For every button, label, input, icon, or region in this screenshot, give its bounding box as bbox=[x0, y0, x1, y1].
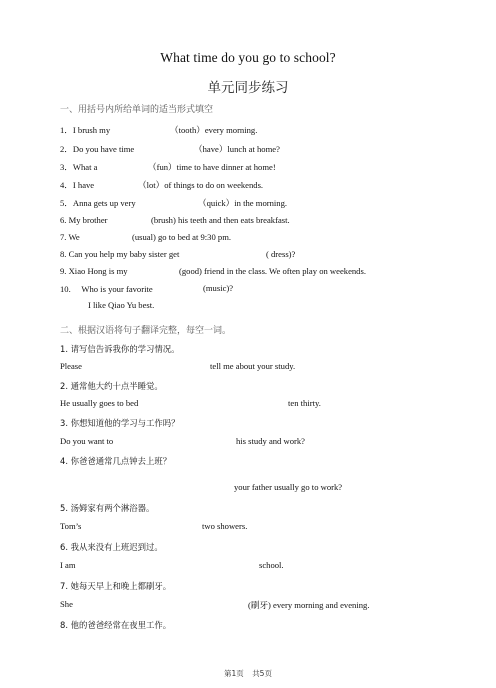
s2-item-3-english: Do you want to his study and work? bbox=[60, 436, 305, 446]
document-page: What time do you go to school? 单元同步练习 一、用括号内所给单词的适当形式填空 1．I brush my （tooth）every morning. 2．Do you have time （have）lunch at home? 3．What a （fun）time to have dinner at home! 4．I have （lot）of things to do on weekends. 5．Anna gets up very （quick）in the morning. 6. My brother (brush) his teeth and then eats breakfast. 7. We (usual) go to bed at 9:30 pm. 8. Can you help my baby sister get ( dress)? 9. Xiao Hong is my (good) friend in the class. We often play on weekends. 10. Who is your favorite (music)? I like Qiao Yu best. 二、根据汉语将句子翻译完整，每空一词。 1. 请写信告诉我你的学习情况。 Please tell me about your study. 2. 通常他大约十点半睡觉。 He usually goes to bed ten thirty. 3. 你想知道他的学习与工作吗？ Do you want to his study and work? 4. 你爸爸通常几点钟去上班？ your father usually go to work? 5. 汤姆家有两个淋浴器。 Tom’s two showers. 6. 我从来没有上班迟到过。 I am school. 7. 她每天早上和晚上都刷牙。 She (刷牙) every morning and evening. 8. 他的爸爸经常在夜里工作。 第1页 共5页 bbox=[0, 0, 496, 688]
s2-item-7-english: She (刷牙) every morning and evening. bbox=[60, 599, 370, 610]
s2-item-3-chinese: 3. 你想知道他的学习与工作吗？ bbox=[60, 418, 180, 428]
page-total: 共5页 bbox=[252, 669, 272, 678]
s2-item-1-chinese: 1. 请写信告诉我你的学习情况。 bbox=[60, 344, 180, 354]
s1-item-4: 4．I have （lot）of things to do on weekends. bbox=[60, 180, 264, 190]
s2-item-7-chinese: 7. 她每天早上和晚上都刷牙。 bbox=[60, 581, 172, 591]
s1-item-7: 7. We (usual) go to bed at 9:30 pm. bbox=[60, 232, 232, 242]
s1-item-3: 3．What a （fun）time to have dinner at home! bbox=[60, 162, 276, 172]
s1-item-5: 5．Anna gets up very （quick）in the morning. bbox=[60, 198, 288, 208]
s2-item-5-chinese: 5. 汤姆家有两个淋浴器。 bbox=[60, 503, 155, 513]
document-title: What time do you go to school? bbox=[160, 50, 336, 65]
s2-item-2-chinese: 2. 通常他大约十点半睡觉。 bbox=[60, 381, 163, 391]
s2-item-2-english: He usually goes to bed ten thirty. bbox=[60, 398, 321, 408]
s1-item-1: 1．I brush my （tooth）every morning. bbox=[60, 125, 258, 135]
document-subtitle: 单元同步练习 bbox=[207, 80, 289, 96]
page-number: 第1页 bbox=[224, 669, 244, 678]
s2-item-4-chinese: 4. 你爸爸通常几点钟去上班？ bbox=[60, 456, 172, 466]
page-footer bbox=[0, 668, 496, 679]
s2-item-5-english: Tom’s two showers. bbox=[60, 521, 248, 531]
s2-item-8-chinese: 8. 他的爸爸经常在夜里工作。 bbox=[60, 620, 172, 630]
s2-item-6-chinese: 6. 我从来没有上班迟到过。 bbox=[60, 542, 163, 552]
s1-item-10: 10. Who is your favorite (music)? bbox=[60, 283, 234, 294]
s1-item-8: 8. Can you help my baby sister get ( dress)? bbox=[60, 249, 296, 259]
s2-item-6-english: I am school. bbox=[60, 560, 284, 570]
s1-item-6: 6. My brother (brush) his teeth and then eats breakfast. bbox=[60, 215, 290, 225]
s1-item-9: 9. Xiao Hong is my (good) friend in the class. We often play on weekends. bbox=[60, 266, 366, 276]
s1-item-10-answer: I like Qiao Yu best. bbox=[88, 300, 155, 310]
s1-item-2: 2．Do you have time （have）lunch at home? bbox=[60, 144, 280, 154]
section-2-heading: 二、根据汉语将句子翻译完整，每空一词。 bbox=[60, 326, 232, 336]
s2-item-1-english: Please tell me about your study. bbox=[60, 361, 296, 371]
section-1-heading: 一、用括号内所给单词的适当形式填空 bbox=[60, 105, 214, 115]
